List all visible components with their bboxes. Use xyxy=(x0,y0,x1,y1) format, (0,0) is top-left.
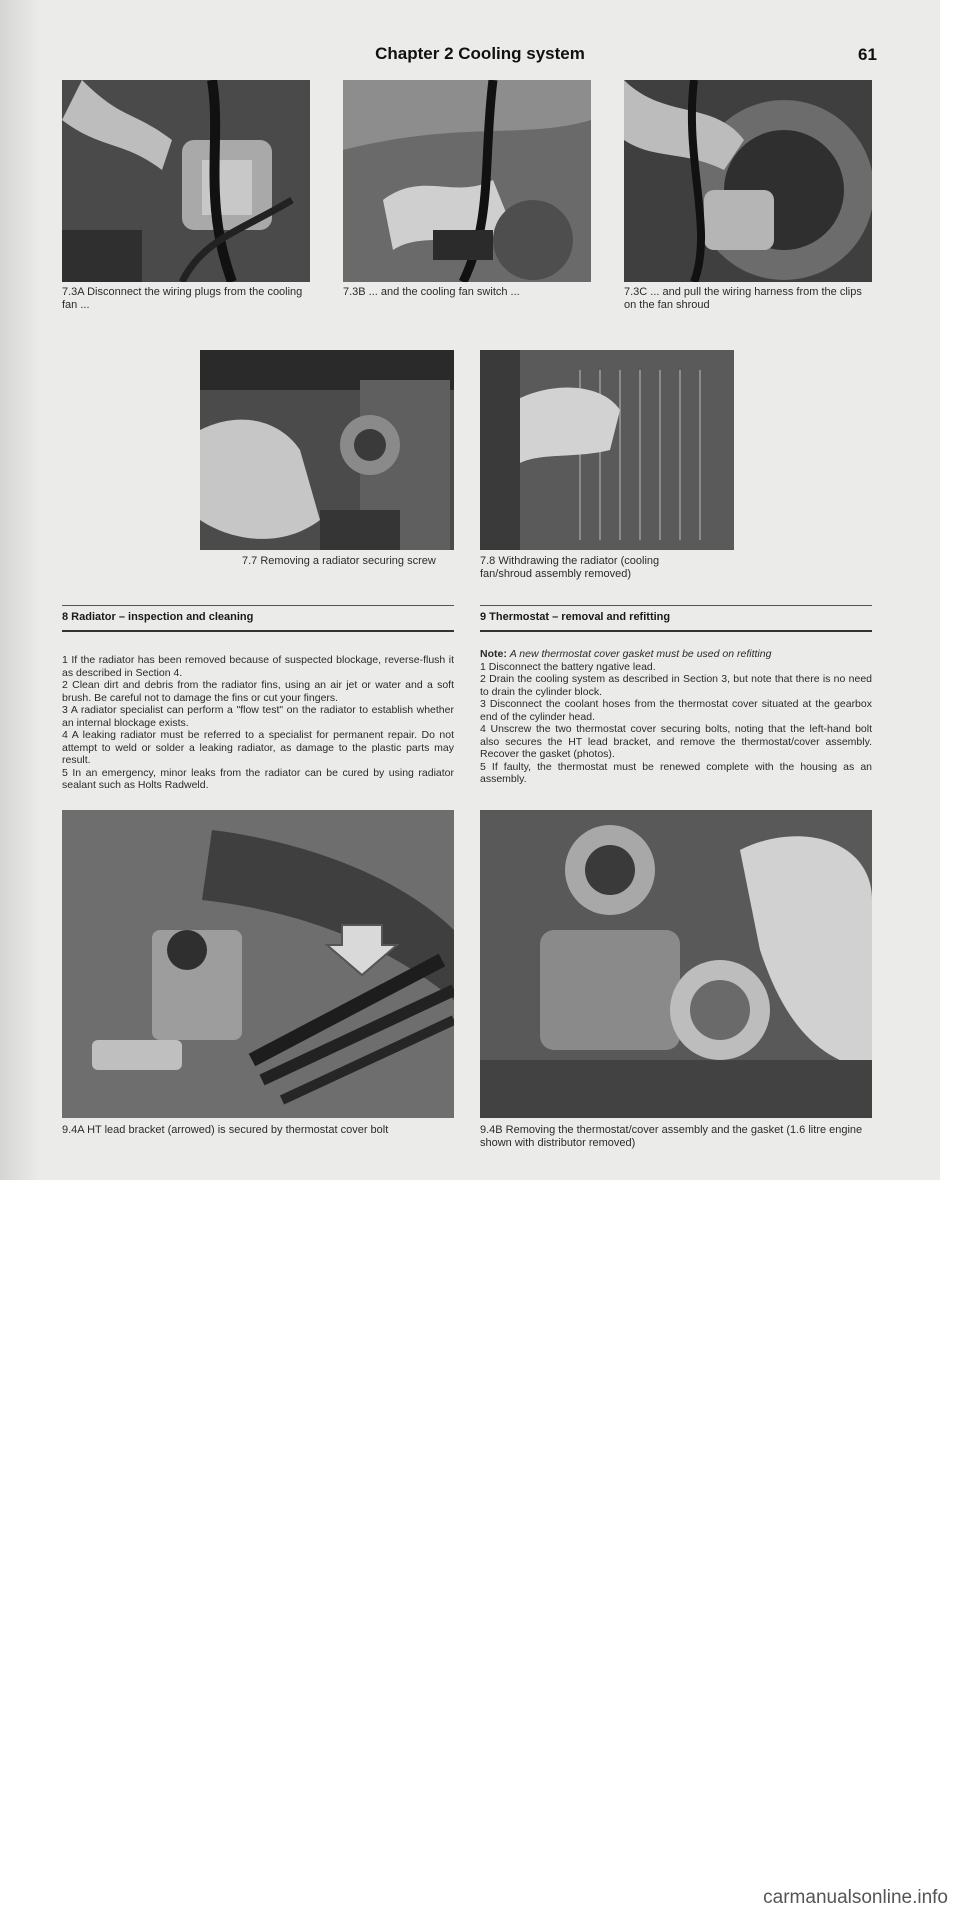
section-9-text xyxy=(480,648,872,786)
photo-9-4b xyxy=(480,810,872,1118)
page-number: 61 xyxy=(858,45,877,64)
caption-9-4a: 9.4A HT lead bracket (arrowed) is secured by thermostat cover bolt xyxy=(62,1124,389,1136)
caption-9-4b: 9.4B Removing the thermostat/cover assembly and the gasket (1.6 litre engine shown with distributor removed) xyxy=(480,1124,863,1149)
caption-7-3b: 7.3B ... and the cooling fan switch ... xyxy=(343,286,520,298)
section-8-text xyxy=(62,654,454,792)
section-8-title: 8 Radiator – inspection and cleaning xyxy=(62,611,254,623)
s8-para-2: 2 Clean dirt and debris from the radiator fins, using an air jet or water and a soft brush. Be careful not to damage the fins or cut your fingers. xyxy=(62,679,454,704)
photo-7-3b xyxy=(343,80,591,282)
s8-para-5: 5 In an emergency, minor leaks from the radiator can be cured by using radiator sealant such as Holts Radweld. xyxy=(62,766,454,791)
chapter-title: Chapter 2 Cooling system xyxy=(375,44,585,63)
section-9-title: 9 Thermostat – removal and refitting xyxy=(480,611,671,623)
caption-7-7: 7.7 Removing a radiator securing screw xyxy=(242,555,436,567)
note-label: Note: xyxy=(480,648,510,660)
section-8-top-rule xyxy=(62,605,454,606)
caption-7-3a: 7.3A Disconnect the wiring plugs from the cooling fan ... xyxy=(62,286,303,311)
s8-para-4: 4 A leaking radiator must be referred to a specialist for permanent repair. Do not attempt to weld or solder a leaking radiator, as damage to the plastic parts may result. xyxy=(62,729,454,766)
s8-para-3: 3 A radiator specialist can perform a "flow test" on the radiator to establish whether an internal blockage exists. xyxy=(62,704,454,729)
photo-7-3a xyxy=(62,80,310,282)
caption-7-3c: 7.3C ... and pull the wiring harness from the clips on the fan shroud xyxy=(624,286,862,311)
s9-para-1: 1 Disconnect the battery ngative lead. xyxy=(480,660,656,673)
s9-para-2: 2 Drain the cooling system as described in Section 3, but note that there is no need to drain the cylinder block. xyxy=(480,673,872,698)
watermark: carmanualsonline.info xyxy=(763,1887,948,1908)
page-binding-shadow xyxy=(0,0,40,1180)
s8-para-1: 1 If the radiator has been removed because of suspected blockage, reverse-flush it as described in Section 4. xyxy=(62,654,454,679)
section-9-bottom-rule xyxy=(480,630,872,632)
photo-9-4a xyxy=(62,810,454,1118)
photo-7-8 xyxy=(480,350,734,550)
s9-para-5: 5 If faulty, the thermostat must be renewed complete with the housing as an assembly. xyxy=(480,760,872,785)
note-text: A new thermostat cover gasket must be used on refitting xyxy=(509,648,772,660)
section-9-top-rule xyxy=(480,605,872,606)
s9-para-3: 3 Disconnect the coolant hoses from the thermostat cover situated at the gearbox end of the cylinder head. xyxy=(480,698,872,723)
s9-para-4: 4 Unscrew the two thermostat cover securing bolts, noting that the left-hand bolt also secures the HT lead bracket, and remove the thermostat/cover assembly. Recover the gasket (photos). xyxy=(480,723,872,760)
photo-7-3c xyxy=(624,80,872,282)
section-8-bottom-rule xyxy=(62,630,454,632)
caption-7-8: 7.8 Withdrawing the radiator (cooling fan/shroud assembly removed) xyxy=(480,555,660,580)
photo-7-7 xyxy=(200,350,454,550)
s9-note xyxy=(480,648,872,661)
